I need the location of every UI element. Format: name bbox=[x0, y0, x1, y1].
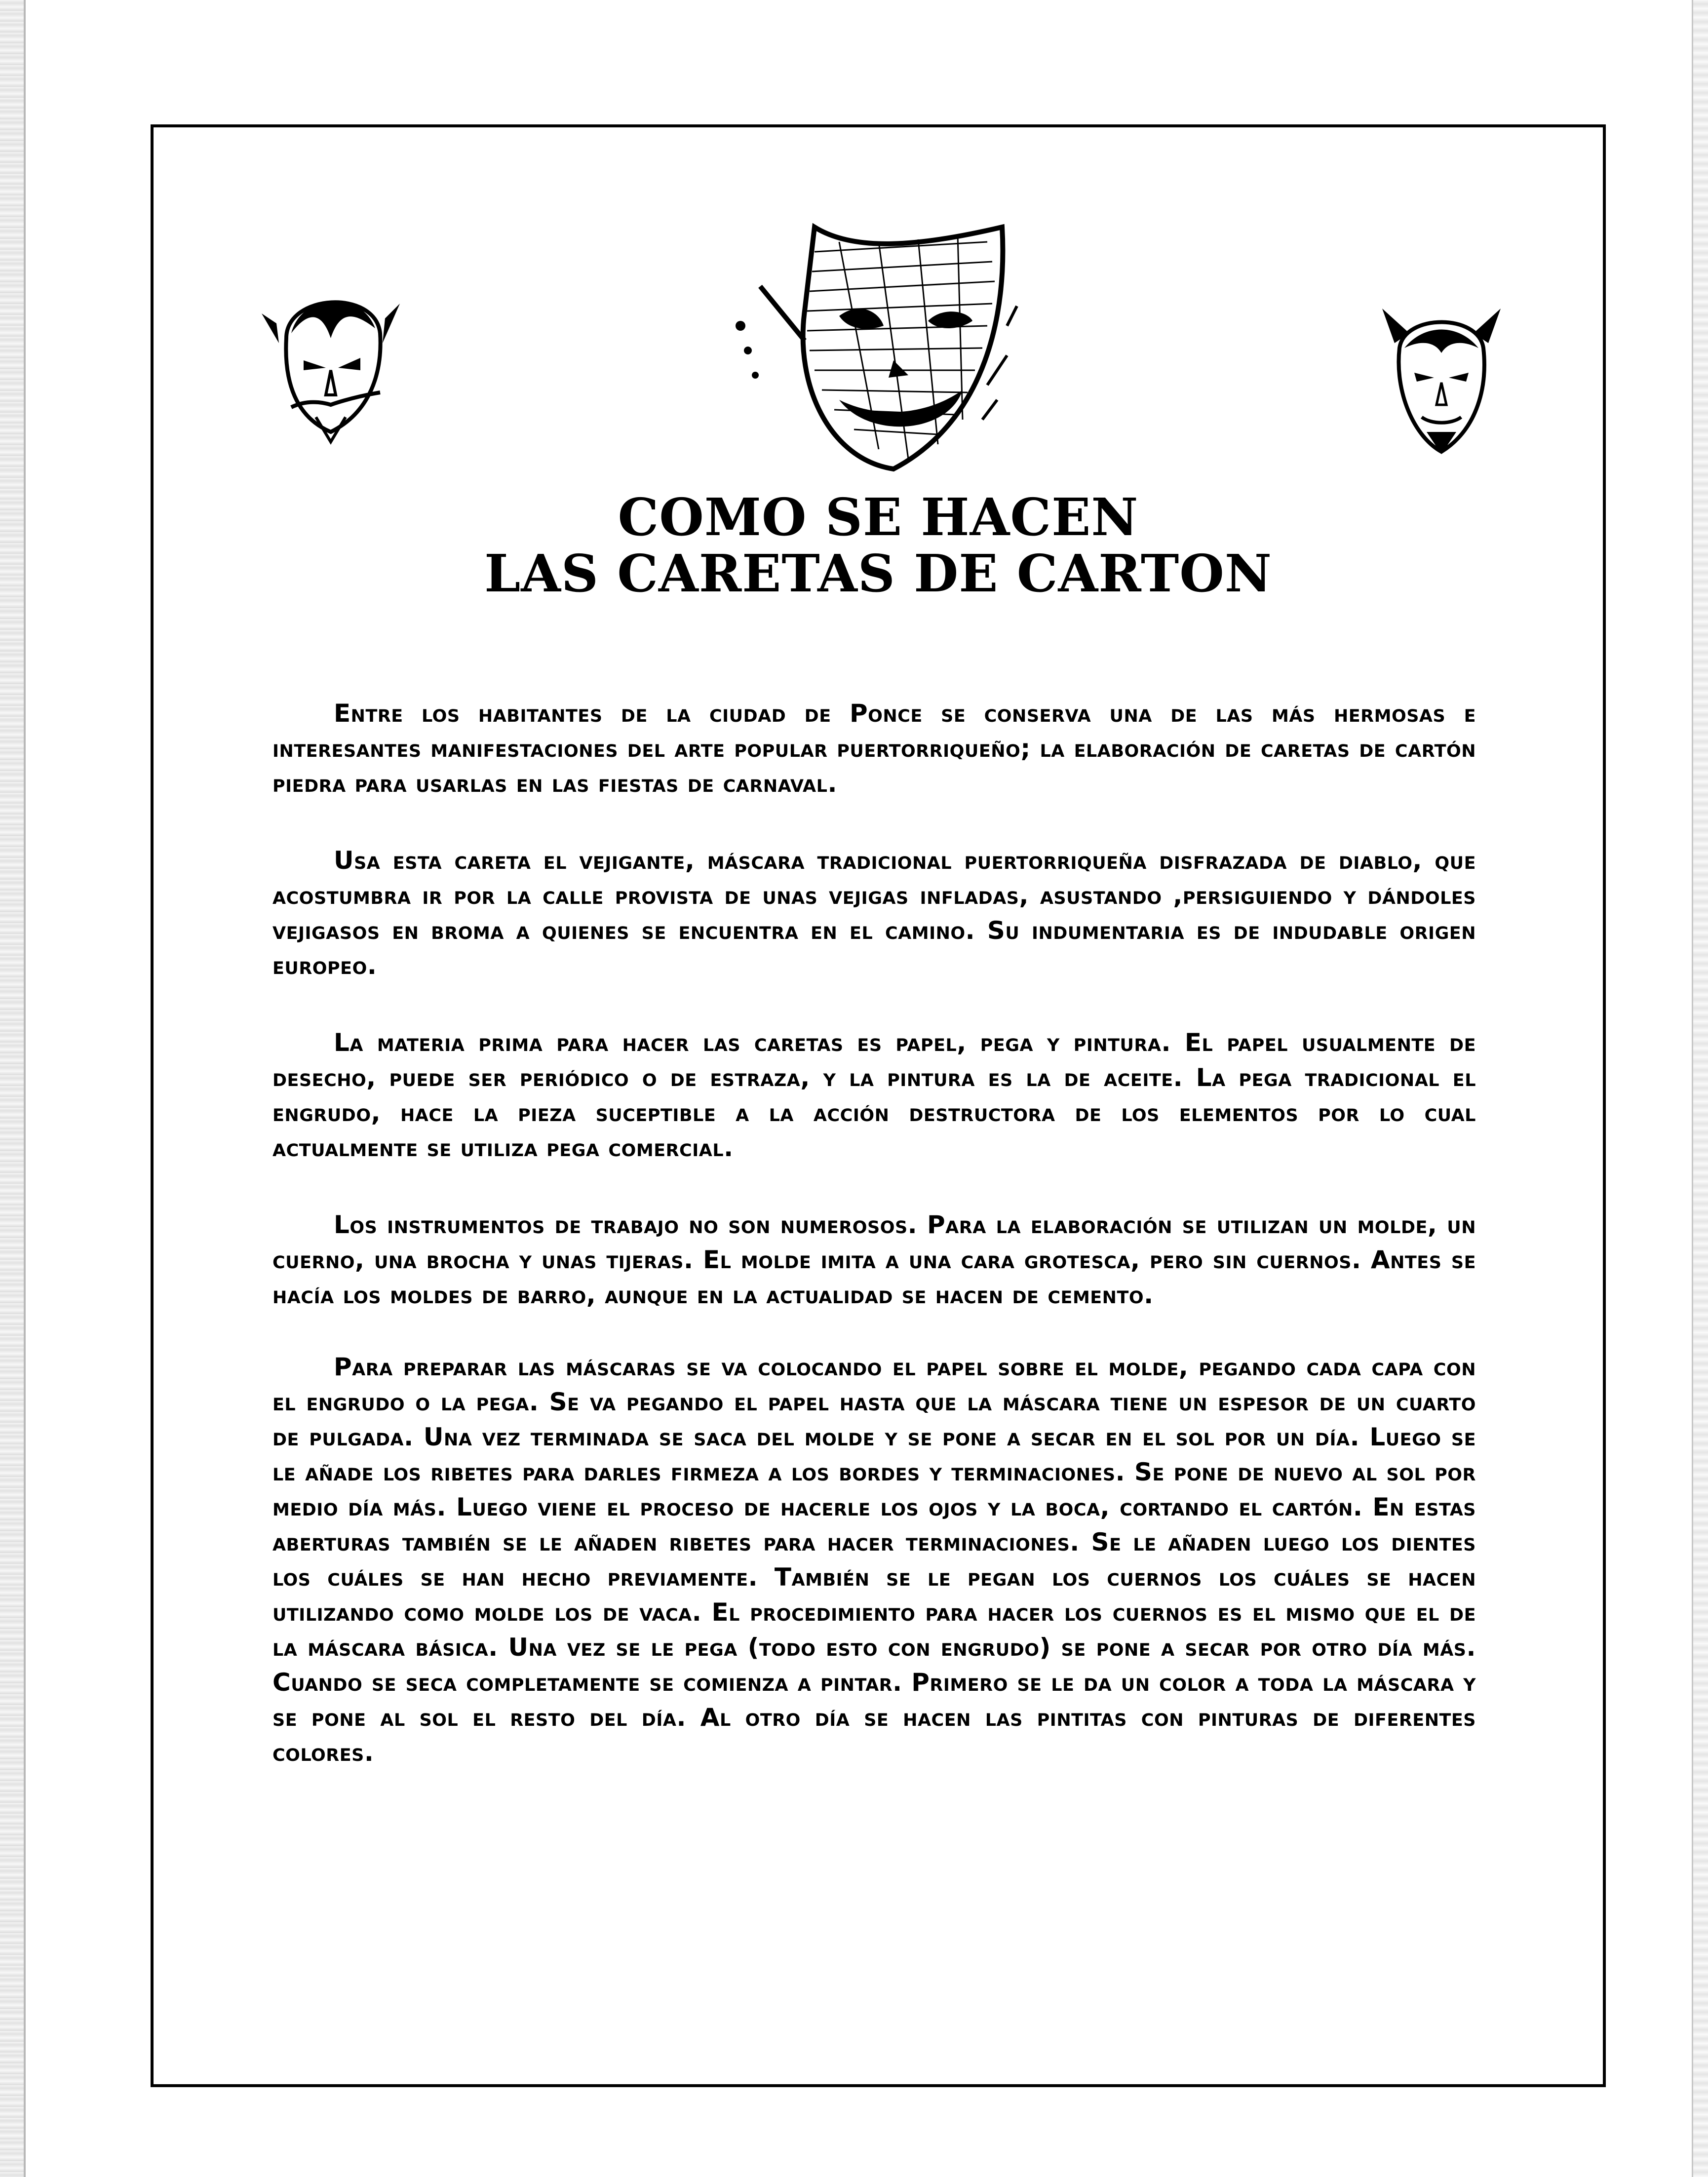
paragraph: La materia prima para hacer las caretas es papel, pega y pintura. El papel usualmente de desecho, puede ser periódico o de estraza, y la pintura es la de aceite. La pega tradicional el engrudo, hace la pieza suceptible a la acción destructora de los elementos por lo cual actualmente se utiliza pega comercial. bbox=[272, 1028, 1476, 1162]
vejigante-mask-icon bbox=[731, 212, 1037, 489]
scan-edge-left bbox=[0, 0, 26, 2177]
paragraph: Entre los habitantes de la ciudad de Ponce se conserva una de las más hermosas e interesantes manifestaciones del arte popular puertorriqueño; la elaboración de caretas de cartón piedra para usarlas en las fiestas de carnaval. bbox=[272, 699, 1476, 798]
page-title-line-2: LAS CARETAS DE CARTON bbox=[484, 543, 1272, 604]
devil-face-icon bbox=[257, 274, 405, 449]
article-body bbox=[272, 696, 1476, 1770]
paragraph: Los instrumentos de trabajo no son numerosos. Para la elaboración se utilizan un molde, un cuerno, una brocha y unas tijeras. El molde imita a una cara grotesca, pero sin cuernos. Antes se hacía los moldes de barro, aunque en la actualidad se hacen de cemento. bbox=[272, 1210, 1476, 1309]
page-title-line-1: COMO SE HACEN bbox=[618, 487, 1139, 547]
devil-face-icon bbox=[1375, 294, 1508, 457]
scan-edge-right bbox=[1692, 0, 1708, 2177]
paragraph: Usa esta careta el vejigante, máscara tradicional puertorriqueña disfrazada de diablo, que acostumbra ir por la calle provista de unas vejigas infladas, asustando ,persiguiendo y dándoles vejigasos en broma a quienes se encuentra en el camino. Su indumentaria es de indudable origen europeo. bbox=[272, 846, 1476, 980]
paragraph: Para preparar las máscaras se va colocando el papel sobre el molde, pegando cada capa con el engrudo o la pega. Se va pegando el papel hasta que la máscara tiene un espesor de un cuarto de pulgada. Una vez terminada se saca del molde y se pone a secar en el sol por un día. Luego se le añade los ribetes para darles firmeza a los bordes y terminaciones. Se pone de nuevo al sol por medio día más. Luego viene el proceso de hacerle los ojos y la boca, cortando el cartón. En estas aberturas también se le añaden ribetes para hacer terminaciones. Se le añaden luego los dientes los cuáles se han hecho previamente. También se le pegan los cuernos los cuáles se hacen utilizando como molde los de vaca. El procedimiento para hacer los cuernos es el mismo que el de la máscara básica. Una vez se le pega (todo esto con engrudo) se pone a secar por otro día más. Cuando se seca completamente se comienza a pintar. Primero se le da un color a toda la máscara y se pone al sol el resto del día. Al otro día se hacen las pintitas con pinturas de diferentes colores. bbox=[272, 1353, 1476, 1767]
